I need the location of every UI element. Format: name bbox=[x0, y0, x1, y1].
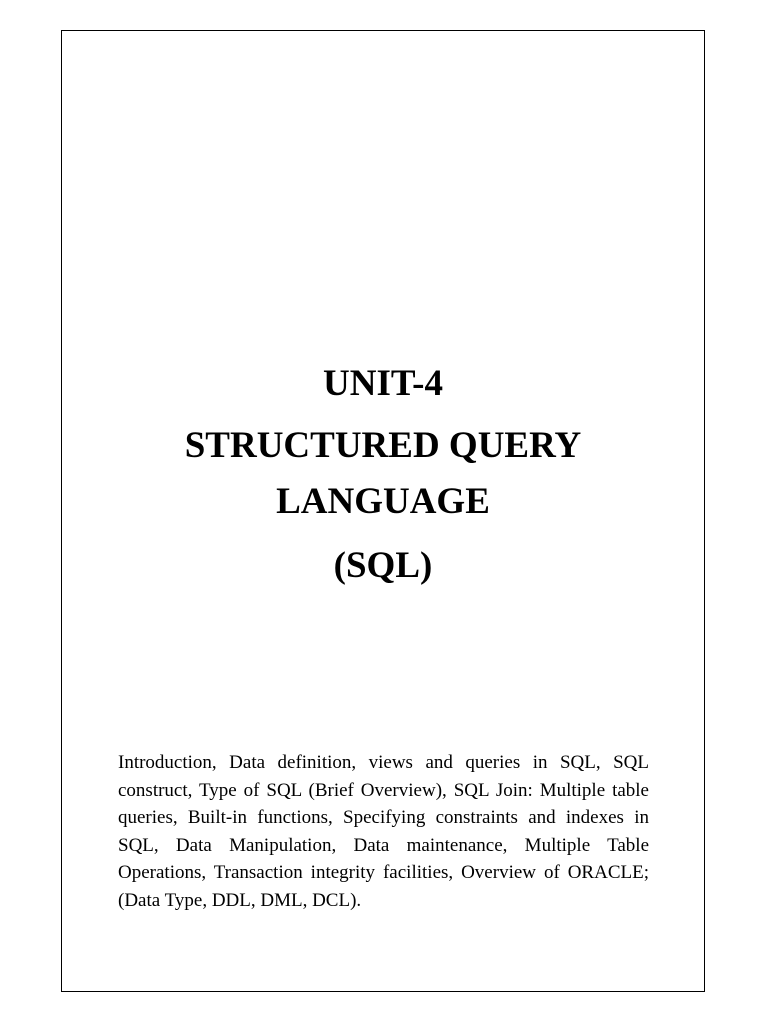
unit-description: Introduction, Data definition, views and queries in SQL, SQL construct, Type of SQL (Brief Overview), SQL Join: Multiple table queries, Built-in functions, Specifying constraints and indexes in SQL, Data Manipulation, Data maintenance, Multiple Table Operations, Transaction integrity facilities, Overview of ORACLE; (Data Type, DDL, DML, DCL). bbox=[118, 752, 649, 911]
unit-heading: UNIT-4 bbox=[323, 363, 443, 404]
title-line-1: STRUCTURED QUERY bbox=[184, 425, 582, 466]
title-block bbox=[61, 360, 705, 590]
title-line-2: LANGUAGE bbox=[276, 481, 490, 522]
acronym-heading: (SQL) bbox=[333, 545, 433, 586]
